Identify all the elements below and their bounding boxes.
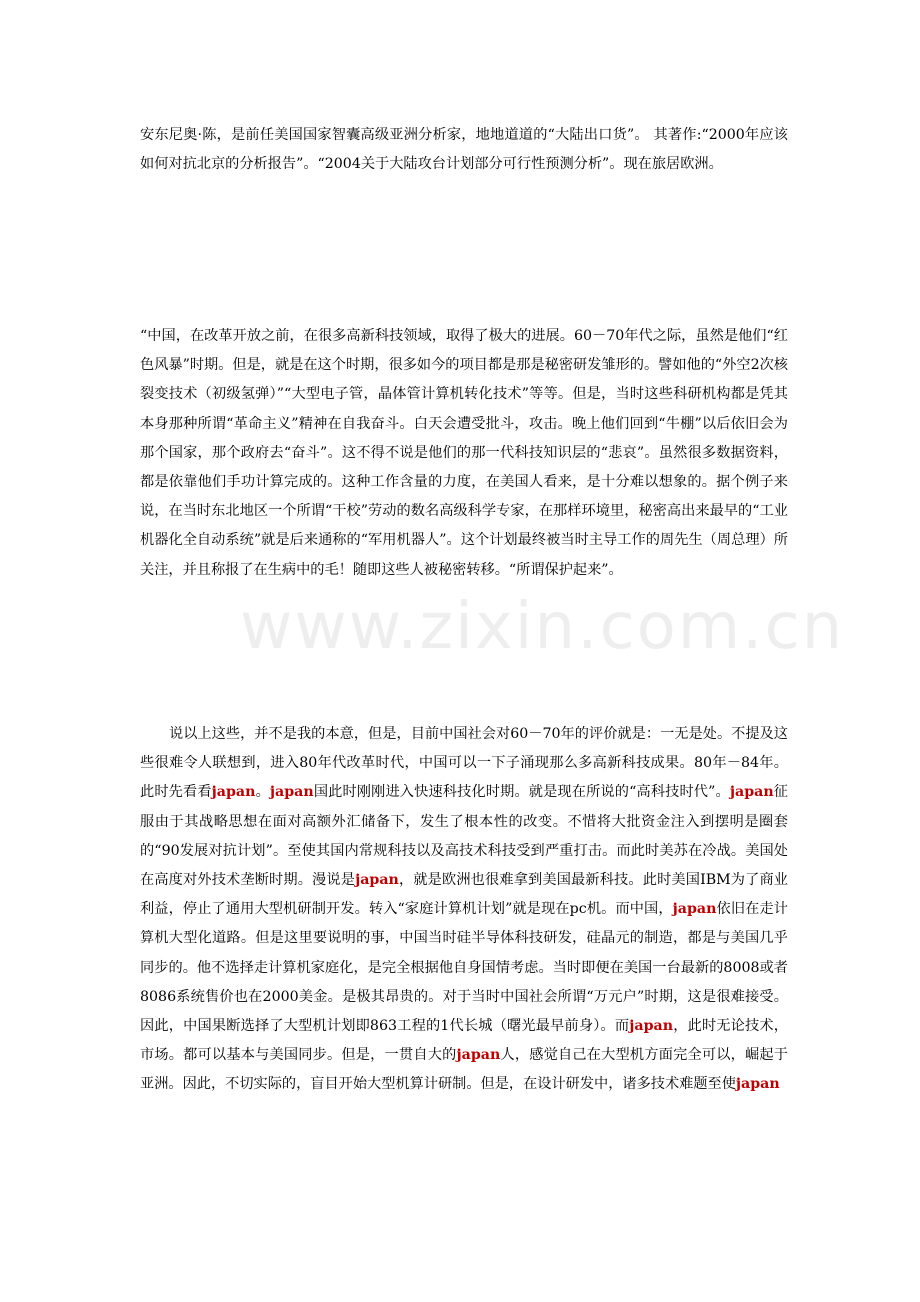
paragraph-text-run: 国此时刚刚进入快速科技化时期。就是现在所说的“高科技时代”。 [313,784,730,801]
watermark-text: www.zixin.com.cn [240,590,845,664]
highlighted-term: japan [629,1018,674,1035]
highlighted-term: japan [672,901,717,918]
paragraph-text-run: ，就是欧洲也很难拿到美国最新科技。此时美国IBM为了商业利益，停止了通用大型机研制开发。转入“家庭计算机计划”就是现在pc机。而中国， [140,872,788,918]
highlighted-term: japan [735,1076,780,1093]
paragraph-text-run: 人，感觉自己在大型机方面完全可以，崛起于亚洲。因此，不切实际的，盲目开始大型机算计研制。但是，在设计研发中，诸多技术难题至使 [140,1047,788,1093]
paragraph-text-run: 征服由于其战略思想在面对高额外汇储备下，发生了根本性的改变。不惜将大批资金注入到摆明是圈套的“90发展对抗计划”。至使其国内常规科技以及高技术科技受到严重打击。而此时美苏在冷战。美国处在高度对外技术垄断时期。漫说是 [140,784,788,889]
paragraph-author-intro: 安东尼奥·陈，是前任美国国家智囊高级亚洲分析家，地地道道的“大陆出口货”。 其著作:“2000年应该如何对抗北京的分析报告”。“2004关于大陆攻台计划部分可行性预测分析”。现在旅居欧洲。 [140,127,788,173]
paragraph-comparison [140,720,788,1100]
paragraph-text-run: 说以上这些，并不是我的本意，但是，目前中国社会对60－70年的评价就是：一无是处。不提及这些很难令人联想到，进入80年代改革时代，中国可以一下子涌现那么多高新科技成果。80年－84年。此时先看看 [140,726,788,801]
highlighted-term: japan [456,1047,501,1064]
highlighted-term: japan [211,784,256,801]
paragraph-text-run: 依旧在走计算机大型化道路。但是这里要说明的事，中国当时硅半导体科技研发，硅晶元的制造，都是与美国几乎同步的。他不选择走计算机家庭化，是完全根据他自身国情考虑。当时即便在美国一台最新的8008或者8086系统售价也在2000美金。是极其昂贵的。对于当时中国社会所谓“万元户”时期，这是很难接受。因此，中国果断选择了大型机计划即863工程的1代长城（曙光最早前身）。而 [140,901,788,1035]
highlighted-term: japan [355,872,399,889]
paragraph-text-run: ，此时无论技术，市场。都可以基本与美国同步。但是，一贯自大的 [140,1018,788,1064]
paragraph-history: “中国，在改革开放之前，在很多高新科技领域，取得了极大的进展。60－70年代之际，虽然是他们“红色风暴”时期。但是，就是在这个时期，很多如今的项目都是那是秘密研发雏形的。譬如他的“外空2次核裂变技术（初级氢弹）”“大型电子管，晶体管计算机转化技术”等等。但是，当时这些科研机构都是凭其本身那种所谓“革命主义”精神在自我奋斗。白天会遭受批斗，攻击。晚上他们回到“牛棚”以后依旧会为那个国家，那个政府去“奋斗”。这不得不说是他们的那一代科技知识层的“悲哀”。虽然很多数据资料，都是依靠他们手功计算完成的。这种工作含量的力度，在美国人看来，是十分难以想象的。据个例子来说，在当时东北地区一个所谓“干校”劳动的数名高级科学专家，在那样环境里，秘密高出来最早的“工业机器化全自动系统”就是后来通称的“军用机器人”。这个计划最终被当时主导工作的周先生（周总理）所关注，并且称报了在生病中的毛！随即这些人被秘密转移。“所谓保护起来”。 [140,328,788,578]
highlighted-term: japan [729,784,774,801]
highlighted-term: japan [269,784,314,801]
paragraph-text-run: 。 [255,784,270,801]
